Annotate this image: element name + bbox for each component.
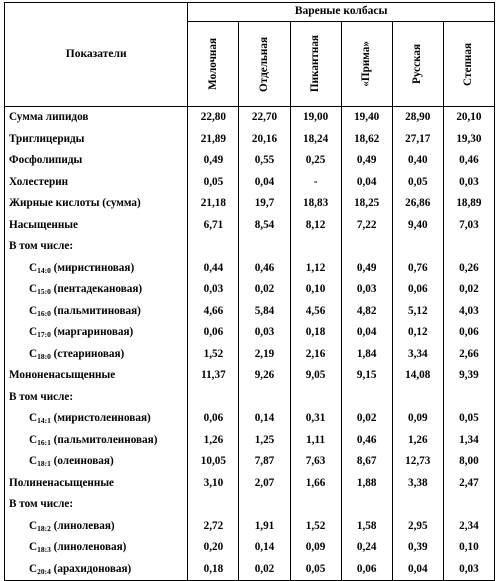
value-cell: 0,55 [239, 150, 290, 172]
product-header-label: Русская [411, 44, 424, 84]
row-label: Полиненасыщенные [5, 473, 188, 495]
value-cell [239, 387, 290, 409]
value-cell [341, 494, 392, 516]
fatty-acid-subscript: 18:0 [37, 351, 51, 361]
product-header [290, 22, 341, 107]
fatty-acid-letter: C [29, 541, 38, 553]
fatty-acid-subscript: 16:0 [37, 308, 51, 318]
fatty-acid-symbol [29, 541, 51, 553]
fatty-acid-name: (миристиновая) [53, 261, 135, 274]
value-cell: 2,19 [239, 344, 290, 366]
lipid-composition-table [4, 2, 495, 581]
row-label [5, 451, 188, 473]
value-cell [341, 236, 392, 258]
row-label [5, 279, 188, 301]
value-cell: 7,87 [239, 451, 290, 473]
value-cell: 0,02 [443, 279, 494, 301]
value-cell: 1,58 [341, 516, 392, 538]
fatty-acid-symbol [29, 283, 51, 295]
value-cell: 1,91 [239, 516, 290, 538]
value-cell: 2,07 [239, 473, 290, 495]
value-cell: 8,00 [443, 451, 494, 473]
fatty-acid-symbol [29, 326, 51, 338]
value-cell: 0,39 [392, 537, 443, 559]
value-cell: 0,46 [239, 258, 290, 280]
row-label: Триглицериды [5, 129, 188, 151]
table-row [5, 150, 495, 172]
fatty-acid-letter: C [29, 455, 38, 467]
value-cell: 7,22 [341, 215, 392, 237]
table-row [5, 344, 495, 366]
table-row [5, 451, 495, 473]
value-cell: 26,86 [392, 193, 443, 215]
fatty-acid-symbol [29, 563, 51, 575]
row-label [5, 301, 188, 323]
fatty-acid-letter: C [29, 261, 38, 274]
fatty-acid-subscript: 18:1 [37, 459, 51, 468]
row-label: Сумма липидов [5, 107, 188, 129]
value-cell: 4,03 [443, 301, 494, 323]
row-label: Мононенасыщенные [5, 365, 188, 387]
value-cell: 1,84 [341, 344, 392, 366]
product-header [188, 22, 239, 107]
row-label: Насыщенные [5, 215, 188, 237]
value-cell: 2,66 [443, 344, 494, 366]
value-cell [443, 494, 494, 516]
fatty-acid-letter: C [29, 283, 38, 295]
fatty-acid-letter: C [29, 347, 38, 360]
value-cell: 3,38 [392, 473, 443, 495]
value-cell: 0,20 [188, 537, 239, 559]
table-row [5, 365, 495, 387]
fatty-acid-name: (пентадекановая) [53, 283, 143, 295]
value-cell: 0,24 [341, 537, 392, 559]
value-cell: 2,34 [443, 516, 494, 538]
value-cell: 2,47 [443, 473, 494, 495]
value-cell [290, 236, 341, 258]
value-cell: 18,62 [341, 129, 392, 151]
value-cell: 4,82 [341, 301, 392, 323]
value-cell: 0,04 [341, 322, 392, 344]
table-row [5, 215, 495, 237]
product-header [239, 22, 290, 107]
fatty-acid-name: (пальмитолеиновая) [53, 433, 158, 446]
value-cell: 18,24 [290, 129, 341, 151]
value-cell: 0,02 [239, 279, 290, 301]
value-cell [392, 236, 443, 258]
value-cell: 1,66 [290, 473, 341, 495]
value-cell: 9,15 [341, 365, 392, 387]
row-label [5, 516, 188, 538]
table-row [5, 193, 495, 215]
document-page [4, 2, 495, 576]
table-row [5, 301, 495, 323]
value-cell: 0,44 [188, 258, 239, 280]
value-cell: 7,03 [443, 215, 494, 237]
fatty-acid-symbol [29, 262, 51, 274]
value-cell: 0,14 [239, 537, 290, 559]
value-cell: 5,84 [239, 301, 290, 323]
fatty-acid-name: (арахидоновая) [53, 562, 132, 575]
value-cell: 0,18 [188, 559, 239, 581]
value-cell: 18,89 [443, 193, 494, 215]
table-row [5, 430, 495, 452]
value-cell: 0,06 [443, 322, 494, 344]
value-cell [392, 494, 443, 516]
indicator-column-header: Показатели [5, 3, 188, 107]
value-cell: 9,26 [239, 365, 290, 387]
value-cell: 8,67 [341, 451, 392, 473]
value-cell: 1,52 [188, 344, 239, 366]
value-cell: 9,05 [290, 365, 341, 387]
fatty-acid-letter: C [29, 412, 38, 424]
value-cell: 0,40 [392, 150, 443, 172]
value-cell: 0,12 [392, 322, 443, 344]
value-cell: 5,12 [392, 301, 443, 323]
fatty-acid-subscript: 20:4 [37, 566, 51, 576]
value-cell: 9,40 [392, 215, 443, 237]
value-cell: 28,90 [392, 107, 443, 129]
row-label [5, 430, 188, 452]
value-cell [341, 387, 392, 409]
value-cell: 0,10 [443, 537, 494, 559]
value-cell: 8,12 [290, 215, 341, 237]
value-cell [290, 387, 341, 409]
value-cell: 21,18 [188, 193, 239, 215]
value-cell: 19,30 [443, 129, 494, 151]
product-header-label: Отдельная [257, 36, 270, 92]
value-cell: 0,05 [290, 559, 341, 581]
product-header-label: «Прима» [360, 41, 373, 87]
row-label: Жирные кислоты (сумма) [5, 193, 188, 215]
value-cell: 18,25 [341, 193, 392, 215]
fatty-acid-letter: C [29, 433, 38, 446]
value-cell: 0,14 [239, 408, 290, 430]
value-cell: 0,05 [443, 408, 494, 430]
product-header-label: Молочная [206, 38, 219, 90]
value-cell: 11,37 [188, 365, 239, 387]
value-cell: 0,03 [239, 322, 290, 344]
fatty-acid-letter: C [29, 562, 38, 575]
value-cell: 1,26 [392, 430, 443, 452]
fatty-acid-subscript: 18:3 [37, 545, 51, 554]
table-row [5, 387, 495, 409]
value-cell: 20,16 [239, 129, 290, 151]
fatty-acid-subscript: 14:1 [37, 416, 51, 425]
value-cell: 0,05 [188, 172, 239, 194]
fatty-acid-symbol [29, 455, 51, 467]
value-cell: 2,95 [392, 516, 443, 538]
fatty-acid-name: (миристолеиновая) [53, 412, 151, 424]
table-row [5, 129, 495, 151]
value-cell: 0,05 [392, 172, 443, 194]
fatty-acid-name: (линолевая) [53, 519, 115, 532]
value-cell: 9,39 [443, 365, 494, 387]
value-cell: 8,54 [239, 215, 290, 237]
value-cell [239, 236, 290, 258]
value-cell: 0,76 [392, 258, 443, 280]
product-header [341, 22, 392, 107]
fatty-acid-name: (линоленовая) [53, 541, 127, 553]
value-cell: 0,46 [341, 430, 392, 452]
value-cell: 1,34 [443, 430, 494, 452]
table-row [5, 107, 495, 129]
value-cell: 2,72 [188, 516, 239, 538]
value-cell: 0,03 [443, 559, 494, 581]
value-cell: 0,06 [188, 408, 239, 430]
value-cell: 1,25 [239, 430, 290, 452]
fatty-acid-symbol [29, 520, 51, 532]
value-cell: 7,63 [290, 451, 341, 473]
product-header [392, 22, 443, 107]
value-cell: 1,26 [188, 430, 239, 452]
fatty-acid-symbol [29, 348, 51, 360]
fatty-acid-symbol [29, 434, 51, 446]
table-body [5, 107, 495, 581]
value-cell [188, 387, 239, 409]
value-cell [443, 387, 494, 409]
table-row [5, 258, 495, 280]
value-cell: 4,66 [188, 301, 239, 323]
value-cell: 27,17 [392, 129, 443, 151]
value-cell: 0,26 [443, 258, 494, 280]
product-header-label: Пикантная [308, 35, 321, 93]
product-header-label: Степная [462, 42, 475, 86]
row-label: В том числе: [5, 387, 188, 409]
table-row [5, 494, 495, 516]
row-label [5, 537, 188, 559]
value-cell: 19,40 [341, 107, 392, 129]
value-cell: 0,18 [290, 322, 341, 344]
fatty-acid-name: (стеариновая) [53, 347, 125, 360]
value-cell: 22,70 [239, 107, 290, 129]
value-cell: 0,03 [443, 172, 494, 194]
value-cell: 22,80 [188, 107, 239, 129]
table-row [5, 408, 495, 430]
value-cell: 0,06 [341, 559, 392, 581]
table-row [5, 473, 495, 495]
row-label [5, 344, 188, 366]
value-cell: 0,02 [341, 408, 392, 430]
row-label [5, 559, 188, 581]
value-cell [290, 494, 341, 516]
value-cell: 21,89 [188, 129, 239, 151]
value-cell: 1,11 [290, 430, 341, 452]
table-row [5, 279, 495, 301]
value-cell: 0,06 [392, 279, 443, 301]
value-cell: 10,05 [188, 451, 239, 473]
value-cell: 0,03 [341, 279, 392, 301]
table-row [5, 537, 495, 559]
table-row [5, 236, 495, 258]
row-label: Фосфолипиды [5, 150, 188, 172]
value-cell: 0,25 [290, 150, 341, 172]
value-cell: 0,04 [341, 172, 392, 194]
fatty-acid-name: (олеиновая) [53, 455, 114, 467]
value-cell: 2,16 [290, 344, 341, 366]
fatty-acid-letter: C [29, 304, 38, 317]
value-cell: 18,83 [290, 193, 341, 215]
value-cell: 3,34 [392, 344, 443, 366]
fatty-acid-subscript: 14:0 [37, 265, 51, 275]
value-cell: 0,31 [290, 408, 341, 430]
table-row [5, 516, 495, 538]
product-header [443, 22, 494, 107]
table-row [5, 559, 495, 581]
fatty-acid-subscript: 17:0 [37, 330, 51, 339]
value-cell [188, 494, 239, 516]
fatty-acid-name: (пальмитиновая) [53, 304, 141, 317]
fatty-acid-name: (маргариновая) [53, 326, 134, 338]
row-label: В том числе: [5, 494, 188, 516]
value-cell: 0,09 [392, 408, 443, 430]
fatty-acid-letter: C [29, 519, 38, 532]
value-cell: - [290, 172, 341, 194]
value-cell [392, 387, 443, 409]
value-cell: 0,04 [239, 172, 290, 194]
value-cell: 19,00 [290, 107, 341, 129]
value-cell: 1,88 [341, 473, 392, 495]
value-cell: 0,03 [188, 279, 239, 301]
value-cell: 4,56 [290, 301, 341, 323]
value-cell: 20,10 [443, 107, 494, 129]
value-cell: 0,09 [290, 537, 341, 559]
row-label [5, 408, 188, 430]
value-cell: 0,49 [341, 150, 392, 172]
value-cell: 0,49 [341, 258, 392, 280]
row-label: Холестерин [5, 172, 188, 194]
row-label [5, 322, 188, 344]
value-cell: 6,71 [188, 215, 239, 237]
row-label [5, 258, 188, 280]
fatty-acid-letter: C [29, 326, 38, 338]
value-cell: 1,12 [290, 258, 341, 280]
value-cell [443, 236, 494, 258]
value-cell: 14,08 [392, 365, 443, 387]
value-cell: 0,10 [290, 279, 341, 301]
row-label: В том числе: [5, 236, 188, 258]
value-cell: 12,73 [392, 451, 443, 473]
value-cell: 1,52 [290, 516, 341, 538]
value-cell: 0,49 [188, 150, 239, 172]
value-cell: 0,06 [188, 322, 239, 344]
value-cell: 0,46 [443, 150, 494, 172]
fatty-acid-subscript: 15:0 [37, 287, 51, 296]
group-header-boiled-sausages: Вареные колбасы [188, 3, 495, 22]
value-cell [239, 494, 290, 516]
value-cell [188, 236, 239, 258]
fatty-acid-subscript: 18:2 [37, 523, 51, 533]
value-cell: 0,04 [392, 559, 443, 581]
value-cell: 0,02 [239, 559, 290, 581]
fatty-acid-symbol [29, 305, 51, 317]
table-row [5, 322, 495, 344]
table-row [5, 172, 495, 194]
value-cell: 19,7 [239, 193, 290, 215]
fatty-acid-symbol [29, 412, 51, 424]
fatty-acid-subscript: 16:1 [37, 437, 51, 447]
value-cell: 3,10 [188, 473, 239, 495]
